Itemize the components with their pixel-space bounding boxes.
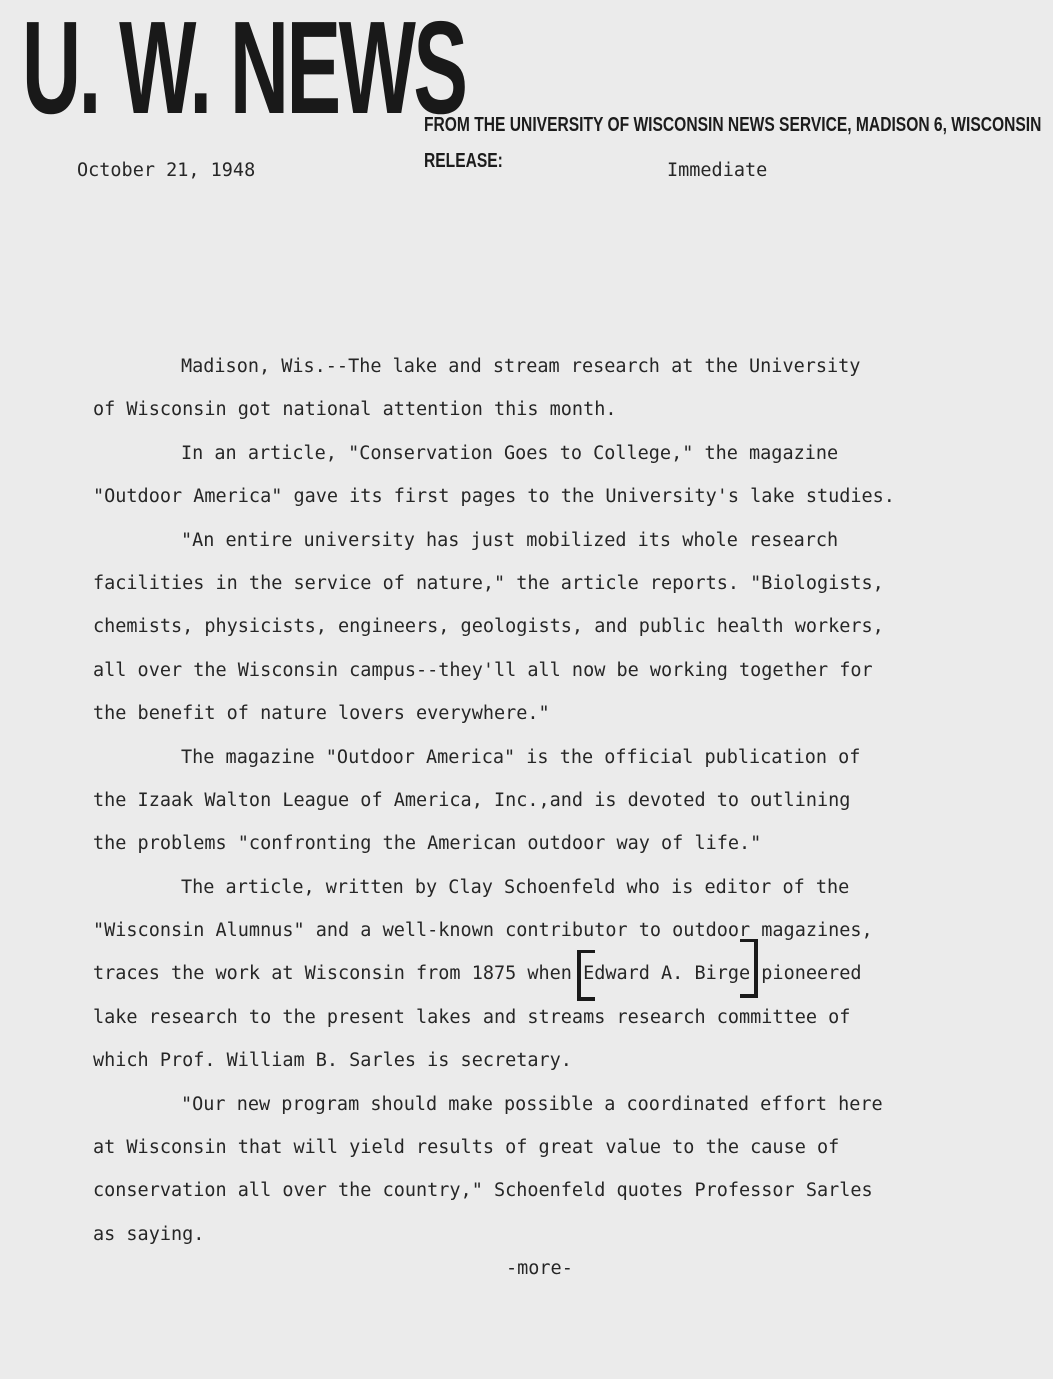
text-line: chemists, physicists, engineers, geologists, and public health workers, [93,616,884,638]
text-line: as saying. [93,1223,205,1245]
text-line: the Izaak Walton League of America, Inc.,and is devoted to outlining [93,789,851,811]
text-line: at Wisconsin that will yield results of great value to the cause of [93,1137,840,1159]
text-line: lake research to the present lakes and streams research committee of [93,1006,851,1028]
source-line: FROM THE UNIVERSITY OF WISCONSIN NEWS SERVICE, MADISON 6, WISCONSIN [424,114,1042,136]
text-line: which Prof. William B. Sarles is secretary. [93,1050,572,1072]
text-line: "Our new program should make possible a coordinated effort here [181,1093,883,1115]
text-segment: traces the work at Wisconsin from 1875 when [93,963,584,985]
text-line: In an article, "Conservation Goes to College," the magazine [181,442,839,464]
release-label: RELEASE: [424,150,503,172]
text-segment: pioneered [750,963,862,985]
text-line: "Outdoor America" gave its first pages to the University's lake studies. [93,486,895,508]
text-line: The magazine "Outdoor America" is the official publication of [181,746,861,768]
text-line: the benefit of nature lovers everywhere." [93,703,550,725]
text-line: the problems "confronting the American outdoor way of life." [93,833,762,855]
release-date: October 21, 1948 [77,160,256,181]
text-line: facilities in the service of nature," the article reports. "Biologists, [93,572,884,594]
more-marker: -more- [506,1258,573,1279]
text-line: conservation all over the country," Schoenfeld quotes Professor Sarles [93,1180,873,1202]
text-line: Madison, Wis.--The lake and stream research at the University [181,356,861,377]
text-line: "Wisconsin Alumnus" and a well-known contributor to outdoor magazines, [93,920,873,942]
text-line: of Wisconsin got national attention this month. [93,399,617,421]
bracketed-name: Edward A. Birge [583,957,750,991]
text-line: all over the Wisconsin campus--they'll all now be working together for [93,659,873,681]
article-body [93,350,1008,1261]
release-value: Immediate [667,160,768,181]
text-line: The article, written by Clay Schoenfeld who is editor of the [181,876,850,898]
masthead-title: U. W. NEWS [22,0,466,141]
text-line: "An entire university has just mobilized its whole research [181,529,839,551]
text-line-birge [93,957,1008,1000]
